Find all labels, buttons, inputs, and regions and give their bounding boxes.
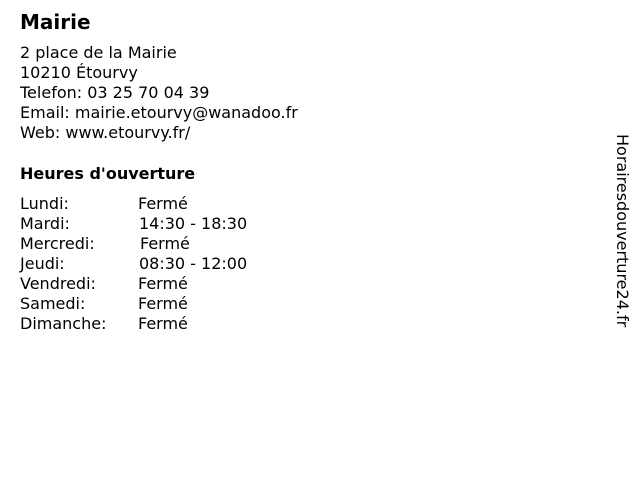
website-address: Web: www.etourvy.fr/ <box>20 123 191 142</box>
day-hours: Fermé <box>138 294 188 313</box>
page-title: Mairie <box>20 10 91 34</box>
street-address: 2 place de la Mairie <box>20 43 177 62</box>
email-address: Email: mairie.etourvy@wanadoo.fr <box>20 103 298 122</box>
day-label: Mardi: <box>20 214 70 233</box>
day-label: Vendredi: <box>20 274 96 293</box>
day-label: Dimanche: <box>20 314 107 333</box>
postal-city: 10210 Étourvy <box>20 63 138 82</box>
day-label: Samedi: <box>20 294 86 313</box>
day-label: Lundi: <box>20 194 69 213</box>
day-label: Mercredi: <box>20 234 95 253</box>
day-label: Jeudi: <box>20 254 65 273</box>
day-hours: Fermé <box>138 194 188 213</box>
day-hours: Fermé <box>138 274 188 293</box>
address-block <box>20 43 298 143</box>
vertical-brand-watermark <box>612 134 632 344</box>
day-hours: 14:30 - 18:30 <box>139 214 248 233</box>
day-hours: Fermé <box>138 314 188 333</box>
day-hours: Fermé <box>140 234 190 253</box>
brand-text: Horairesdouverture24.fr <box>613 134 632 328</box>
day-hours: 08:30 - 12:00 <box>139 254 248 273</box>
opening-hours-heading: Heures d'ouverture <box>20 164 196 183</box>
phone-number: Telefon: 03 25 70 04 39 <box>20 83 210 102</box>
